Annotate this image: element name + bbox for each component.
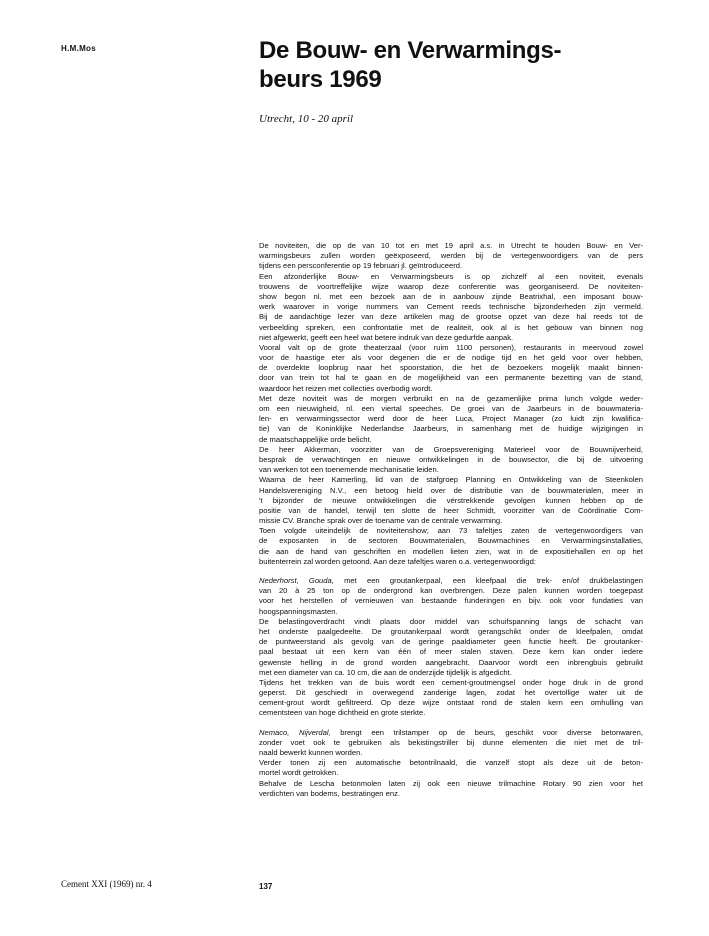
text-line — [259, 414, 643, 424]
text-line — [259, 445, 643, 455]
line-text: Verder tonen zij een automatische betontrilnaald, die vanzelf stopt als deze uit de beton- — [259, 758, 643, 768]
line-text: de puntweerstand als gevolg van de geringe paaldiameter geen functie heeft. De groutanker- — [259, 637, 643, 647]
text-line — [259, 384, 643, 394]
text-line — [259, 596, 643, 606]
line-text: van werken tot een toenemende mechanisatie leiden. — [259, 465, 439, 475]
paragraph-gap — [259, 719, 643, 728]
text-line — [259, 658, 643, 668]
text-line — [259, 486, 643, 496]
line-text: Behalve de Lescha betonmolen laten zij ook een nieuwe trilmachine Rotary 90 zien voor het — [259, 778, 643, 788]
company-name: Nemaco, Nijverdal, — [259, 727, 331, 737]
text-line — [259, 779, 643, 789]
line-text: door van trein tot hal te gaan en de mogelijkheid van een permanente bezetting van de stand, — [259, 373, 643, 383]
text-line — [259, 526, 643, 536]
line-text: met een diameter van ca. 10 cm, die aan de onderzijde tijdelijk is afgedicht. — [259, 667, 512, 677]
text-line — [259, 333, 643, 343]
text-line — [259, 353, 643, 363]
line-text: tie) van de Koninklijke Nederlandse Jaarbeurs, in samenhang met de huidige wijzigingen in — [259, 424, 643, 434]
line-text: de maatschappelijke orde belicht. — [259, 434, 372, 444]
text-line — [259, 251, 643, 261]
line-text: geperst. Dit geschiedt in overwegend zanderige lagen, zodat het overtollige water uit de — [259, 688, 643, 698]
line-text: niet afgewerkt, geeft een heel wat betere indruk van deze gedurfde aanpak. — [259, 332, 514, 342]
line-text: cement-grout wordt gefiltreerd. Op deze wijze ontstaat rond de stalen kern een omhulling van — [259, 698, 643, 708]
text-line — [259, 576, 643, 586]
text-line — [259, 789, 643, 799]
line-text: waardoor het reizen met collecties overbodig wordt. — [259, 383, 433, 393]
article-body — [259, 241, 643, 799]
nederhorst-section — [259, 576, 643, 719]
text-line — [259, 241, 643, 251]
text-line — [259, 282, 643, 292]
line-text: Tijdens het trekken van de buis wordt een cement-groutmengsel onder hoge druk in de grond — [259, 677, 643, 687]
text-line — [259, 637, 643, 647]
line-text: paal bestaat uit een kern van één of meer stalen staven. Deze kern kan onder iedere — [259, 647, 643, 657]
line-text: Vooral valt op de grote theaterzaal (voor ruim 1100 personen), restaurants in meervoud zowel — [259, 342, 643, 352]
text-line — [259, 647, 643, 657]
text-line — [259, 547, 643, 557]
text-line — [259, 394, 643, 404]
text-line — [259, 698, 643, 708]
line-text: zonder voet ook te gebruiken als bekistingstriller bij dunne elementen die niet met de tril- — [259, 737, 643, 747]
text-line — [259, 627, 643, 637]
line-text: buitenterrein zal worden getoond. Aan deze tafeltjes waren o.a. vertegenwoordigd: — [259, 556, 536, 566]
text-line — [259, 607, 643, 617]
text-line — [259, 424, 643, 434]
text-line — [259, 708, 643, 718]
text-line — [259, 373, 643, 383]
text-line — [259, 768, 643, 778]
text-line — [259, 678, 643, 688]
line-text: voor de haastige eter als voor degenen die er de nodige tijd en het geld voor over hebben, — [259, 353, 643, 363]
line-text: Met deze noviteit was de morgen verbruikt en na de gezamenlijke prima lunch volgde weder- — [259, 393, 643, 403]
text-line — [259, 506, 643, 516]
text-line — [259, 738, 643, 748]
text-line — [259, 465, 643, 475]
line-text: gewenste helling in de grond worden aangebracht. Daarvoor wordt een inbrengbuis gebruikt — [259, 657, 643, 667]
text-line — [259, 404, 643, 414]
line-text: verdichten van bodems, bestratingen enz. — [259, 788, 400, 798]
text-line — [259, 435, 643, 445]
line-text: Toen volgde uiteindelijk de noviteitenshow; aan 73 tafeltjes zaten de vertegenwoordigers van — [259, 526, 643, 536]
line-text: Een afzonderlijke Bouw- en Verwarmingsbeurs is op zichzelf al een noviteit, evenals — [259, 271, 643, 281]
line-text: naald bewerkt kunnen worden. — [259, 748, 363, 757]
line-text: werk waarover in vorige nummers van Cement reeds technische bijzonderheden zijn vermeld. — [259, 302, 643, 312]
text-line — [259, 516, 643, 526]
text-line — [259, 343, 643, 353]
author-name: H.M.Mos — [61, 44, 96, 53]
line-text: het onderste paalgedeelte. De groutankerpaal wordt gerangschikt onder de kleefpalen, omdat — [259, 626, 643, 636]
line-text: Bij de aandachtige lezer van deze artikelen mag de grootse opzet van deze hal reeds tot de — [259, 312, 643, 322]
text-line — [259, 272, 643, 282]
line-text: Handelsvereniging N.V., een betoog hield over de distributie van de bouwmaterialen, meer in — [259, 485, 643, 495]
line-text: 't bijzonder de nieuwe ontwikkelingen die vérstrekkende gevolgen kunnen hebben op de — [259, 495, 643, 505]
nemaco-section — [259, 728, 643, 799]
line-text: brengt een trilstamper op de beurs, geschikt voor diverse betonwaren, — [330, 727, 643, 737]
article-title — [259, 36, 561, 94]
line-text: die aan de hand van geschriften en modellen lieten zien, wat in de expositiehallen en op het — [259, 546, 643, 556]
line-text: Waarna de heer Kamerling, lid van de stafgroep Planning en Ontwikkeling van de Steenkolen — [259, 475, 643, 485]
company-name: Nederhorst, Gouda, — [259, 576, 334, 585]
line-text: cementsteen van hoge dichtheid en grote sterkte. — [259, 708, 426, 718]
paragraph-gap — [259, 567, 643, 576]
line-text: van 20 à 25 ton op de ondergrond kan overbrengen. Deze palen kunnen worden toegepast — [259, 586, 643, 596]
text-line — [259, 557, 643, 567]
text-line — [259, 688, 643, 698]
line-text: warmingsbeurs zullen worden geëxposeerd, werden bij de vertegenwoordigers van de pers — [259, 251, 643, 261]
text-line — [259, 312, 643, 322]
line-text: voor het herstellen of vernieuwen van bestaande funderingen en bijv. ook voor fundaties van — [259, 596, 643, 606]
title-line: De Bouw- en Verwarmings- — [259, 37, 562, 64]
journal-reference: Cement XXI (1969) nr. 4 — [61, 879, 152, 889]
line-text: om een nieuwigheid, nl. een viertal speeches. De groei van de Jaarbeurs in de bouwmateria- — [259, 404, 643, 413]
line-text: met een groutankerpaal, een kleefpaal die trek- en/of drukbelastingen — [333, 576, 643, 585]
text-line — [259, 668, 643, 678]
line-text: tijdens een persconferentie op 19 februari jl. geïntroduceerd. — [259, 261, 463, 271]
text-line — [259, 323, 643, 333]
text-line — [259, 363, 643, 373]
line-text: hoogspanningsmasten. — [259, 606, 338, 616]
text-line — [259, 292, 643, 302]
text-line — [259, 748, 643, 758]
text-line — [259, 455, 643, 465]
article-subtitle: Utrecht, 10 - 20 april — [259, 113, 353, 125]
text-line — [259, 586, 643, 596]
text-line — [259, 536, 643, 546]
line-text: De belastingoverdracht vindt plaats door middel van schuifspanning langs de schacht van — [259, 616, 643, 626]
line-text: De noviteiten, die op de van 10 tot en met 19 april a.s. in Utrecht te houden Bouw- en Ver- — [259, 241, 643, 250]
line-text: de overdekte loopbrug naar het spoorstation, die het de bezoekers mogelijk maakt binnen- — [259, 363, 643, 373]
text-line — [259, 496, 643, 506]
text-line — [259, 302, 643, 312]
line-text: verbeelding spreken, een confrontatie met de realiteit, ook al is het gebouw van binnen nog — [259, 322, 643, 332]
text-line — [259, 758, 643, 768]
line-text: De heer Akkerman, voorzitter van de Groepsvereniging Materieel voor de Bouwnijverheid, — [259, 444, 643, 454]
text-line — [259, 261, 643, 271]
text-line — [259, 617, 643, 627]
page-number: 137 — [259, 882, 273, 891]
line-text: len- en verwarmingssector werd door de heer Luca, Project Manager (zo luidt zijn kwalifica- — [259, 414, 643, 424]
line-text: show begon nl. met een bezoek aan de in aanbouw zijnde Beatrixhal, een imposant bouw- — [259, 291, 643, 301]
line-text: positie van de handel, terwijl ten slotte de heer Schmidt, voorzitter van de Coördinatie Com- — [259, 505, 643, 515]
line-text: trouwens de voortreffelijke wijze waarop deze conferentie was georganiseerd. De noviteiten- — [259, 281, 643, 291]
line-text: missie CV. Branche sprak over de toename van de centrale verwarming. — [259, 516, 503, 526]
text-line — [259, 728, 643, 738]
title-line: beurs 1969 — [259, 66, 382, 93]
line-text: mortel wordt getrokken. — [259, 768, 339, 778]
line-text: besprak de verwachtingen en nieuwe ontwikkelingen in de bouwsector, die bij de uitvoering — [259, 454, 643, 464]
text-line — [259, 475, 643, 485]
line-text: de exposanten in de sectoren Bouwmaterialen, Bouwmachines en Verwarmingsinstallaties, — [259, 536, 643, 546]
intro-section — [259, 241, 643, 567]
